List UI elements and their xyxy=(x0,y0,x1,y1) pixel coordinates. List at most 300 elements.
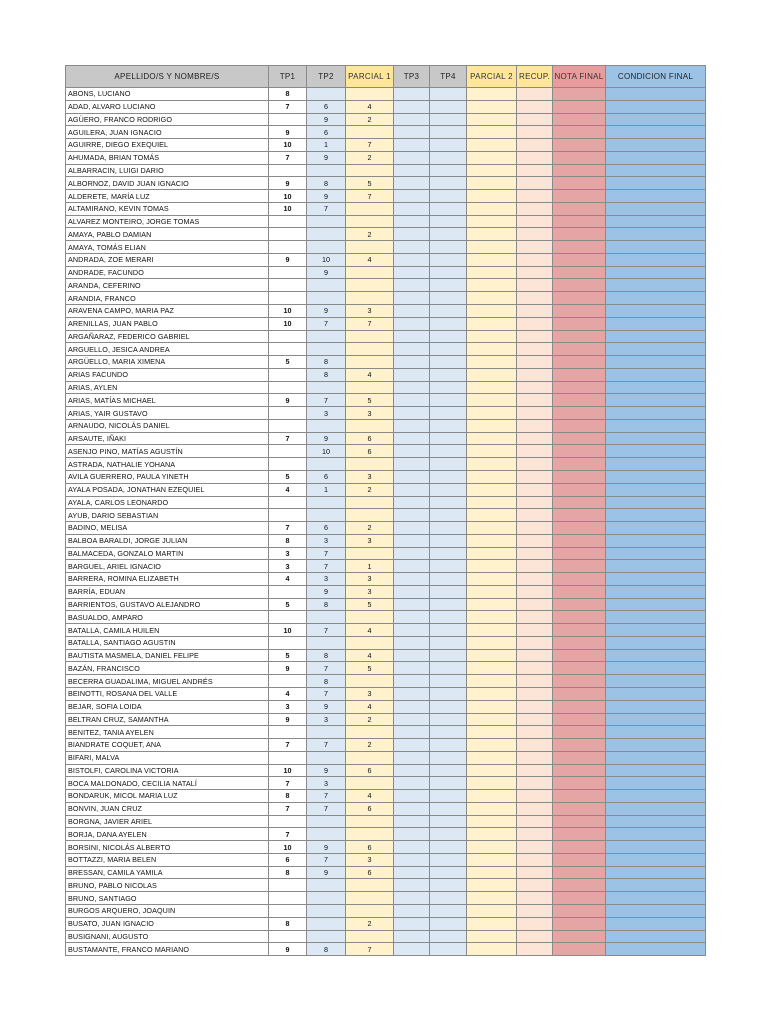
parcial1-cell[interactable] xyxy=(346,215,394,228)
tp2-cell[interactable]: 3 xyxy=(307,407,346,420)
parcial2-cell[interactable] xyxy=(467,241,517,254)
parcial2-cell[interactable] xyxy=(467,228,517,241)
recup-cell[interactable] xyxy=(517,202,553,215)
student-name-cell[interactable]: ASENJO PINO, MATÍAS AGUSTÍN xyxy=(66,445,269,458)
recup-cell[interactable] xyxy=(517,713,553,726)
tp2-cell[interactable]: 7 xyxy=(307,802,346,815)
student-name-cell[interactable]: BIFARI, MALVA xyxy=(66,751,269,764)
tp2-cell[interactable] xyxy=(307,726,346,739)
col-header-parcial2[interactable]: PARCIAL 2 xyxy=(467,66,517,88)
condicion-final-cell[interactable] xyxy=(606,470,706,483)
student-name-cell[interactable]: BECERRA GUADALIMA, MIGUEL ANDRÉS xyxy=(66,675,269,688)
tp4-cell[interactable] xyxy=(430,253,467,266)
tp3-cell[interactable] xyxy=(394,726,430,739)
nota-final-cell[interactable] xyxy=(553,164,606,177)
parcial1-cell[interactable] xyxy=(346,892,394,905)
tp2-cell[interactable] xyxy=(307,636,346,649)
parcial2-cell[interactable] xyxy=(467,126,517,139)
parcial1-cell[interactable] xyxy=(346,330,394,343)
nota-final-cell[interactable] xyxy=(553,496,606,509)
tp2-cell[interactable] xyxy=(307,88,346,101)
student-name-cell[interactable]: ARENILLAS, JUAN PABLO xyxy=(66,317,269,330)
tp2-cell[interactable] xyxy=(307,228,346,241)
tp3-cell[interactable] xyxy=(394,598,430,611)
tp1-cell[interactable]: 10 xyxy=(269,190,307,203)
nota-final-cell[interactable] xyxy=(553,317,606,330)
col-header-recup[interactable]: RECUP. xyxy=(517,66,553,88)
recup-cell[interactable] xyxy=(517,151,553,164)
nota-final-cell[interactable] xyxy=(553,253,606,266)
parcial1-cell[interactable] xyxy=(346,509,394,522)
student-name-cell[interactable]: ARAVENA CAMPO, MARIA PAZ xyxy=(66,305,269,318)
student-name-cell[interactable]: ABONS, LUCIANO xyxy=(66,88,269,101)
parcial2-cell[interactable] xyxy=(467,573,517,586)
recup-cell[interactable] xyxy=(517,905,553,918)
tp3-cell[interactable] xyxy=(394,419,430,432)
tp3-cell[interactable] xyxy=(394,202,430,215)
parcial2-cell[interactable] xyxy=(467,853,517,866)
tp2-cell[interactable]: 7 xyxy=(307,317,346,330)
tp4-cell[interactable] xyxy=(430,522,467,535)
nota-final-cell[interactable] xyxy=(553,611,606,624)
tp4-cell[interactable] xyxy=(430,726,467,739)
nota-final-cell[interactable] xyxy=(553,739,606,752)
nota-final-cell[interactable] xyxy=(553,419,606,432)
nota-final-cell[interactable] xyxy=(553,726,606,739)
tp2-cell[interactable]: 7 xyxy=(307,853,346,866)
tp1-cell[interactable] xyxy=(269,330,307,343)
tp1-cell[interactable]: 5 xyxy=(269,470,307,483)
tp3-cell[interactable] xyxy=(394,470,430,483)
recup-cell[interactable] xyxy=(517,866,553,879)
student-name-cell[interactable]: BUSATO, JUAN IGNACIO xyxy=(66,917,269,930)
parcial1-cell[interactable] xyxy=(346,496,394,509)
recup-cell[interactable] xyxy=(517,841,553,854)
tp2-cell[interactable]: 9 xyxy=(307,151,346,164)
student-name-cell[interactable]: ARANDA, CEFERINO xyxy=(66,279,269,292)
tp4-cell[interactable] xyxy=(430,534,467,547)
tp4-cell[interactable] xyxy=(430,445,467,458)
parcial2-cell[interactable] xyxy=(467,841,517,854)
tp4-cell[interactable] xyxy=(430,636,467,649)
nota-final-cell[interactable] xyxy=(553,585,606,598)
condicion-final-cell[interactable] xyxy=(606,930,706,943)
student-name-cell[interactable]: AMAYA, PABLO DAMIAN xyxy=(66,228,269,241)
tp4-cell[interactable] xyxy=(430,560,467,573)
tp1-cell[interactable]: 8 xyxy=(269,917,307,930)
condicion-final-cell[interactable] xyxy=(606,573,706,586)
parcial2-cell[interactable] xyxy=(467,305,517,318)
parcial1-cell[interactable] xyxy=(346,636,394,649)
nota-final-cell[interactable] xyxy=(553,381,606,394)
tp1-cell[interactable]: 6 xyxy=(269,853,307,866)
student-name-cell[interactable]: ALBARRACIN, LUIGI DARIO xyxy=(66,164,269,177)
parcial2-cell[interactable] xyxy=(467,177,517,190)
tp2-cell[interactable] xyxy=(307,611,346,624)
tp4-cell[interactable] xyxy=(430,790,467,803)
tp4-cell[interactable] xyxy=(430,930,467,943)
parcial1-cell[interactable] xyxy=(346,279,394,292)
recup-cell[interactable] xyxy=(517,88,553,101)
tp4-cell[interactable] xyxy=(430,164,467,177)
recup-cell[interactable] xyxy=(517,522,553,535)
tp1-cell[interactable] xyxy=(269,368,307,381)
tp2-cell[interactable]: 8 xyxy=(307,368,346,381)
parcial2-cell[interactable] xyxy=(467,585,517,598)
student-name-cell[interactable]: ARIAS FACUNDO xyxy=(66,368,269,381)
parcial2-cell[interactable] xyxy=(467,930,517,943)
recup-cell[interactable] xyxy=(517,509,553,522)
tp2-cell[interactable]: 6 xyxy=(307,100,346,113)
parcial2-cell[interactable] xyxy=(467,624,517,637)
recup-cell[interactable] xyxy=(517,636,553,649)
parcial1-cell[interactable]: 4 xyxy=(346,368,394,381)
tp1-cell[interactable]: 10 xyxy=(269,305,307,318)
tp2-cell[interactable]: 9 xyxy=(307,585,346,598)
student-name-cell[interactable]: AGUILERA, JUAN IGNACIO xyxy=(66,126,269,139)
parcial2-cell[interactable] xyxy=(467,700,517,713)
tp3-cell[interactable] xyxy=(394,381,430,394)
nota-final-cell[interactable] xyxy=(553,177,606,190)
tp4-cell[interactable] xyxy=(430,687,467,700)
tp4-cell[interactable] xyxy=(430,381,467,394)
student-name-cell[interactable]: ALVAREZ MONTEIRO, JORGE TOMAS xyxy=(66,215,269,228)
nota-final-cell[interactable] xyxy=(553,624,606,637)
nota-final-cell[interactable] xyxy=(553,905,606,918)
tp2-cell[interactable] xyxy=(307,381,346,394)
tp3-cell[interactable] xyxy=(394,139,430,152)
student-name-cell[interactable]: ASTRADA, NATHALIE YOHANA xyxy=(66,458,269,471)
tp1-cell[interactable]: 10 xyxy=(269,317,307,330)
parcial2-cell[interactable] xyxy=(467,190,517,203)
nota-final-cell[interactable] xyxy=(553,343,606,356)
tp3-cell[interactable] xyxy=(394,547,430,560)
parcial2-cell[interactable] xyxy=(467,356,517,369)
tp4-cell[interactable] xyxy=(430,573,467,586)
parcial1-cell[interactable]: 6 xyxy=(346,802,394,815)
condicion-final-cell[interactable] xyxy=(606,700,706,713)
parcial2-cell[interactable] xyxy=(467,496,517,509)
parcial1-cell[interactable] xyxy=(346,164,394,177)
recup-cell[interactable] xyxy=(517,228,553,241)
tp1-cell[interactable]: 4 xyxy=(269,483,307,496)
tp1-cell[interactable]: 3 xyxy=(269,700,307,713)
tp4-cell[interactable] xyxy=(430,802,467,815)
recup-cell[interactable] xyxy=(517,305,553,318)
condicion-final-cell[interactable] xyxy=(606,636,706,649)
recup-cell[interactable] xyxy=(517,790,553,803)
tp3-cell[interactable] xyxy=(394,905,430,918)
tp1-cell[interactable] xyxy=(269,815,307,828)
tp2-cell[interactable]: 9 xyxy=(307,305,346,318)
condicion-final-cell[interactable] xyxy=(606,815,706,828)
parcial2-cell[interactable] xyxy=(467,445,517,458)
tp4-cell[interactable] xyxy=(430,777,467,790)
tp3-cell[interactable] xyxy=(394,802,430,815)
tp1-cell[interactable] xyxy=(269,636,307,649)
parcial1-cell[interactable] xyxy=(346,879,394,892)
student-name-cell[interactable]: BORSINI, NICOLÁS ALBERTO xyxy=(66,841,269,854)
tp4-cell[interactable] xyxy=(430,432,467,445)
tp2-cell[interactable] xyxy=(307,279,346,292)
parcial1-cell[interactable]: 2 xyxy=(346,483,394,496)
parcial1-cell[interactable]: 2 xyxy=(346,739,394,752)
tp2-cell[interactable]: 8 xyxy=(307,675,346,688)
tp2-cell[interactable]: 8 xyxy=(307,356,346,369)
condicion-final-cell[interactable] xyxy=(606,139,706,152)
parcial2-cell[interactable] xyxy=(467,394,517,407)
parcial1-cell[interactable] xyxy=(346,828,394,841)
tp2-cell[interactable]: 3 xyxy=(307,713,346,726)
tp4-cell[interactable] xyxy=(430,151,467,164)
tp4-cell[interactable] xyxy=(430,662,467,675)
student-name-cell[interactable]: ARGÜELLO, MARIA XIMENA xyxy=(66,356,269,369)
tp3-cell[interactable] xyxy=(394,343,430,356)
condicion-final-cell[interactable] xyxy=(606,100,706,113)
tp3-cell[interactable] xyxy=(394,164,430,177)
parcial2-cell[interactable] xyxy=(467,649,517,662)
recup-cell[interactable] xyxy=(517,573,553,586)
tp3-cell[interactable] xyxy=(394,687,430,700)
tp1-cell[interactable] xyxy=(269,879,307,892)
parcial2-cell[interactable] xyxy=(467,470,517,483)
parcial1-cell[interactable]: 4 xyxy=(346,253,394,266)
tp1-cell[interactable] xyxy=(269,445,307,458)
col-header-name[interactable]: APELLIDO/S Y NOMBRE/S xyxy=(66,66,269,88)
parcial2-cell[interactable] xyxy=(467,419,517,432)
nota-final-cell[interactable] xyxy=(553,713,606,726)
recup-cell[interactable] xyxy=(517,432,553,445)
tp3-cell[interactable] xyxy=(394,356,430,369)
recup-cell[interactable] xyxy=(517,343,553,356)
parcial1-cell[interactable]: 2 xyxy=(346,151,394,164)
parcial1-cell[interactable]: 3 xyxy=(346,585,394,598)
recup-cell[interactable] xyxy=(517,253,553,266)
tp4-cell[interactable] xyxy=(430,624,467,637)
parcial1-cell[interactable]: 3 xyxy=(346,305,394,318)
student-name-cell[interactable]: AGÜERO, FRANCO RODRIGO xyxy=(66,113,269,126)
tp1-cell[interactable]: 7 xyxy=(269,777,307,790)
recup-cell[interactable] xyxy=(517,726,553,739)
parcial2-cell[interactable] xyxy=(467,815,517,828)
recup-cell[interactable] xyxy=(517,458,553,471)
tp2-cell[interactable]: 7 xyxy=(307,560,346,573)
parcial2-cell[interactable] xyxy=(467,151,517,164)
condicion-final-cell[interactable] xyxy=(606,726,706,739)
condicion-final-cell[interactable] xyxy=(606,202,706,215)
recup-cell[interactable] xyxy=(517,100,553,113)
condicion-final-cell[interactable] xyxy=(606,215,706,228)
recup-cell[interactable] xyxy=(517,496,553,509)
tp4-cell[interactable] xyxy=(430,892,467,905)
recup-cell[interactable] xyxy=(517,356,553,369)
recup-cell[interactable] xyxy=(517,279,553,292)
condicion-final-cell[interactable] xyxy=(606,534,706,547)
tp3-cell[interactable] xyxy=(394,509,430,522)
condicion-final-cell[interactable] xyxy=(606,560,706,573)
tp3-cell[interactable] xyxy=(394,292,430,305)
tp3-cell[interactable] xyxy=(394,241,430,254)
recup-cell[interactable] xyxy=(517,662,553,675)
parcial2-cell[interactable] xyxy=(467,368,517,381)
tp2-cell[interactable] xyxy=(307,330,346,343)
tp1-cell[interactable]: 10 xyxy=(269,139,307,152)
tp1-cell[interactable] xyxy=(269,343,307,356)
recup-cell[interactable] xyxy=(517,470,553,483)
tp4-cell[interactable] xyxy=(430,828,467,841)
condicion-final-cell[interactable] xyxy=(606,892,706,905)
tp2-cell[interactable]: 9 xyxy=(307,841,346,854)
student-name-cell[interactable]: BRESSAN, CAMILA YAMILA xyxy=(66,866,269,879)
parcial2-cell[interactable] xyxy=(467,88,517,101)
tp1-cell[interactable]: 10 xyxy=(269,764,307,777)
tp4-cell[interactable] xyxy=(430,764,467,777)
tp4-cell[interactable] xyxy=(430,853,467,866)
nota-final-cell[interactable] xyxy=(553,241,606,254)
nota-final-cell[interactable] xyxy=(553,215,606,228)
parcial1-cell[interactable]: 2 xyxy=(346,917,394,930)
tp3-cell[interactable] xyxy=(394,279,430,292)
parcial1-cell[interactable]: 5 xyxy=(346,394,394,407)
condicion-final-cell[interactable] xyxy=(606,917,706,930)
tp3-cell[interactable] xyxy=(394,662,430,675)
student-name-cell[interactable]: BISTOLFI, CAROLINA VICTORIA xyxy=(66,764,269,777)
tp1-cell[interactable] xyxy=(269,407,307,420)
student-name-cell[interactable]: ARIAS, YAIR GUSTAVO xyxy=(66,407,269,420)
tp1-cell[interactable] xyxy=(269,675,307,688)
tp4-cell[interactable] xyxy=(430,470,467,483)
tp1-cell[interactable]: 5 xyxy=(269,649,307,662)
tp4-cell[interactable] xyxy=(430,509,467,522)
parcial2-cell[interactable] xyxy=(467,598,517,611)
parcial2-cell[interactable] xyxy=(467,202,517,215)
student-name-cell[interactable]: BARRERA, ROMINA ELIZABETH xyxy=(66,573,269,586)
tp1-cell[interactable]: 7 xyxy=(269,828,307,841)
tp4-cell[interactable] xyxy=(430,496,467,509)
tp4-cell[interactable] xyxy=(430,879,467,892)
col-header-tp3[interactable]: TP3 xyxy=(394,66,430,88)
tp2-cell[interactable]: 10 xyxy=(307,445,346,458)
parcial2-cell[interactable] xyxy=(467,713,517,726)
tp3-cell[interactable] xyxy=(394,215,430,228)
nota-final-cell[interactable] xyxy=(553,100,606,113)
col-header-nota-final[interactable]: NOTA FINAL xyxy=(553,66,606,88)
tp1-cell[interactable]: 4 xyxy=(269,687,307,700)
recup-cell[interactable] xyxy=(517,751,553,764)
tp1-cell[interactable] xyxy=(269,228,307,241)
condicion-final-cell[interactable] xyxy=(606,905,706,918)
nota-final-cell[interactable] xyxy=(553,943,606,956)
parcial1-cell[interactable]: 6 xyxy=(346,841,394,854)
student-name-cell[interactable]: BAUTISTA MASMELA, DANIEL FELIPE xyxy=(66,649,269,662)
tp2-cell[interactable]: 8 xyxy=(307,943,346,956)
student-name-cell[interactable]: BASUALDO, AMPARO xyxy=(66,611,269,624)
nota-final-cell[interactable] xyxy=(553,764,606,777)
condicion-final-cell[interactable] xyxy=(606,764,706,777)
parcial2-cell[interactable] xyxy=(467,164,517,177)
student-name-cell[interactable]: AYUB, DARIO SEBASTIAN xyxy=(66,509,269,522)
parcial2-cell[interactable] xyxy=(467,100,517,113)
tp4-cell[interactable] xyxy=(430,113,467,126)
tp3-cell[interactable] xyxy=(394,177,430,190)
tp1-cell[interactable] xyxy=(269,751,307,764)
tp3-cell[interactable] xyxy=(394,228,430,241)
recup-cell[interactable] xyxy=(517,802,553,815)
parcial2-cell[interactable] xyxy=(467,509,517,522)
recup-cell[interactable] xyxy=(517,700,553,713)
nota-final-cell[interactable] xyxy=(553,892,606,905)
nota-final-cell[interactable] xyxy=(553,228,606,241)
recup-cell[interactable] xyxy=(517,407,553,420)
parcial1-cell[interactable] xyxy=(346,777,394,790)
parcial1-cell[interactable]: 3 xyxy=(346,407,394,420)
condicion-final-cell[interactable] xyxy=(606,802,706,815)
tp2-cell[interactable] xyxy=(307,509,346,522)
parcial2-cell[interactable] xyxy=(467,879,517,892)
tp4-cell[interactable] xyxy=(430,419,467,432)
tp1-cell[interactable] xyxy=(269,241,307,254)
student-name-cell[interactable]: ADAD, ALVARO LUCIANO xyxy=(66,100,269,113)
parcial2-cell[interactable] xyxy=(467,687,517,700)
tp4-cell[interactable] xyxy=(430,611,467,624)
tp3-cell[interactable] xyxy=(394,458,430,471)
tp4-cell[interactable] xyxy=(430,177,467,190)
student-name-cell[interactable]: BIANDRATE COQUET, ANA xyxy=(66,739,269,752)
condicion-final-cell[interactable] xyxy=(606,394,706,407)
nota-final-cell[interactable] xyxy=(553,534,606,547)
student-name-cell[interactable]: BARGUEL, ARIEL IGNACIO xyxy=(66,560,269,573)
tp3-cell[interactable] xyxy=(394,764,430,777)
parcial2-cell[interactable] xyxy=(467,636,517,649)
condicion-final-cell[interactable] xyxy=(606,751,706,764)
tp1-cell[interactable] xyxy=(269,113,307,126)
tp2-cell[interactable] xyxy=(307,917,346,930)
tp2-cell[interactable]: 6 xyxy=(307,470,346,483)
tp1-cell[interactable]: 7 xyxy=(269,151,307,164)
condicion-final-cell[interactable] xyxy=(606,151,706,164)
tp4-cell[interactable] xyxy=(430,305,467,318)
recup-cell[interactable] xyxy=(517,879,553,892)
student-name-cell[interactable]: ALDERETE, MARÍA LUZ xyxy=(66,190,269,203)
tp1-cell[interactable]: 7 xyxy=(269,432,307,445)
nota-final-cell[interactable] xyxy=(553,930,606,943)
tp3-cell[interactable] xyxy=(394,739,430,752)
condicion-final-cell[interactable] xyxy=(606,356,706,369)
student-name-cell[interactable]: ANDRADE, FACUNDO xyxy=(66,266,269,279)
student-name-cell[interactable]: ANDRADA, ZOE MERARI xyxy=(66,253,269,266)
tp3-cell[interactable] xyxy=(394,777,430,790)
recup-cell[interactable] xyxy=(517,853,553,866)
tp2-cell[interactable]: 9 xyxy=(307,764,346,777)
condicion-final-cell[interactable] xyxy=(606,317,706,330)
student-name-cell[interactable]: AHUMADA, BRIAN TOMÁS xyxy=(66,151,269,164)
tp4-cell[interactable] xyxy=(430,905,467,918)
tp4-cell[interactable] xyxy=(430,394,467,407)
tp4-cell[interactable] xyxy=(430,649,467,662)
parcial1-cell[interactable]: 6 xyxy=(346,445,394,458)
tp3-cell[interactable] xyxy=(394,151,430,164)
tp2-cell[interactable]: 9 xyxy=(307,266,346,279)
parcial1-cell[interactable]: 5 xyxy=(346,177,394,190)
tp1-cell[interactable]: 10 xyxy=(269,624,307,637)
parcial1-cell[interactable]: 7 xyxy=(346,317,394,330)
tp4-cell[interactable] xyxy=(430,100,467,113)
student-name-cell[interactable]: BONVIN, JUAN CRUZ xyxy=(66,802,269,815)
parcial1-cell[interactable] xyxy=(346,547,394,560)
tp1-cell[interactable] xyxy=(269,611,307,624)
col-header-tp1[interactable]: TP1 xyxy=(269,66,307,88)
condicion-final-cell[interactable] xyxy=(606,547,706,560)
